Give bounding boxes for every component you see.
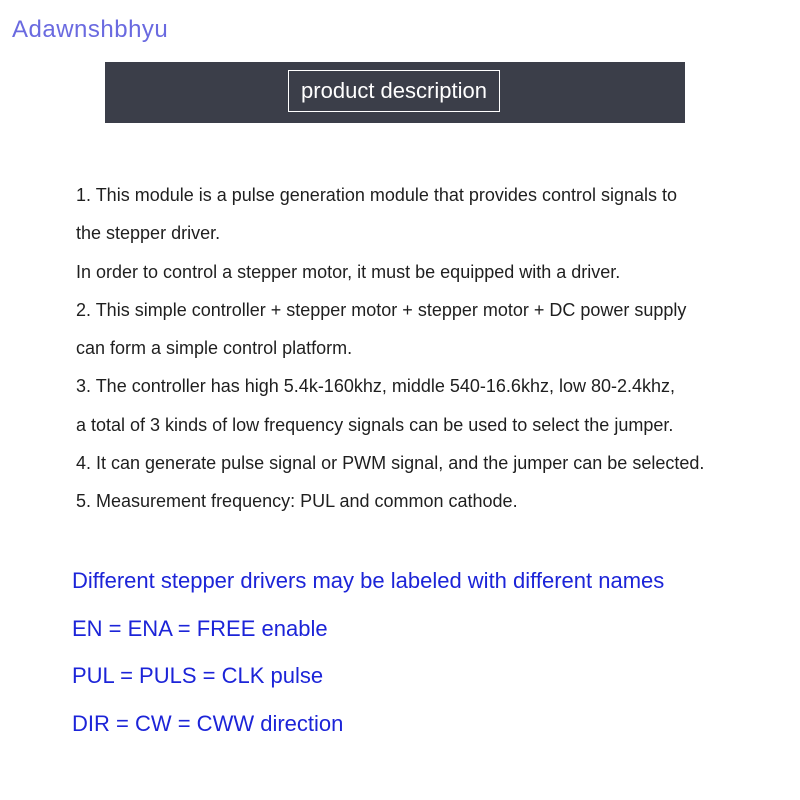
driver-name-mapping: EN = ENA = FREE enable (72, 615, 328, 641)
description-line: 1. This module is a pulse generation module that provides control signals to (76, 185, 678, 205)
description-line: the stepper driver. (76, 223, 221, 244)
watermark-text: Adawnshbhyu (12, 16, 169, 43)
description-line: a total of 3 kinds of low frequency signals can be used to select the jumper. (76, 414, 674, 435)
section-banner (105, 62, 685, 123)
banner-title: product description (301, 78, 487, 103)
description-line: 5. Measurement frequency: PUL and common cathode. (76, 491, 518, 512)
description-line: 2. This simple controller + stepper motor + stepper motor + DC power supply (76, 299, 687, 320)
product-description-text (76, 176, 786, 521)
description-line: 4. It can generate pulse signal or PWM signal, and the jumper can be selected. (76, 453, 705, 474)
driver-names-heading: Different stepper drivers may be labeled with different names (72, 568, 665, 593)
description-line: 3. The controller has high 5.4k-160khz, middle 540-16.6khz, low 80-2.4khz, (76, 376, 676, 397)
driver-name-mapping: PUL = PULS = CLK pulse (72, 663, 324, 688)
driver-name-mapping: DIR = CW = CWW direction (72, 710, 344, 736)
banner-title-frame (288, 70, 500, 112)
driver-names-section (72, 557, 772, 747)
description-line: In order to control a stepper motor, it must be equipped with a driver. (76, 261, 621, 282)
description-line: can form a simple control platform. (76, 338, 353, 359)
